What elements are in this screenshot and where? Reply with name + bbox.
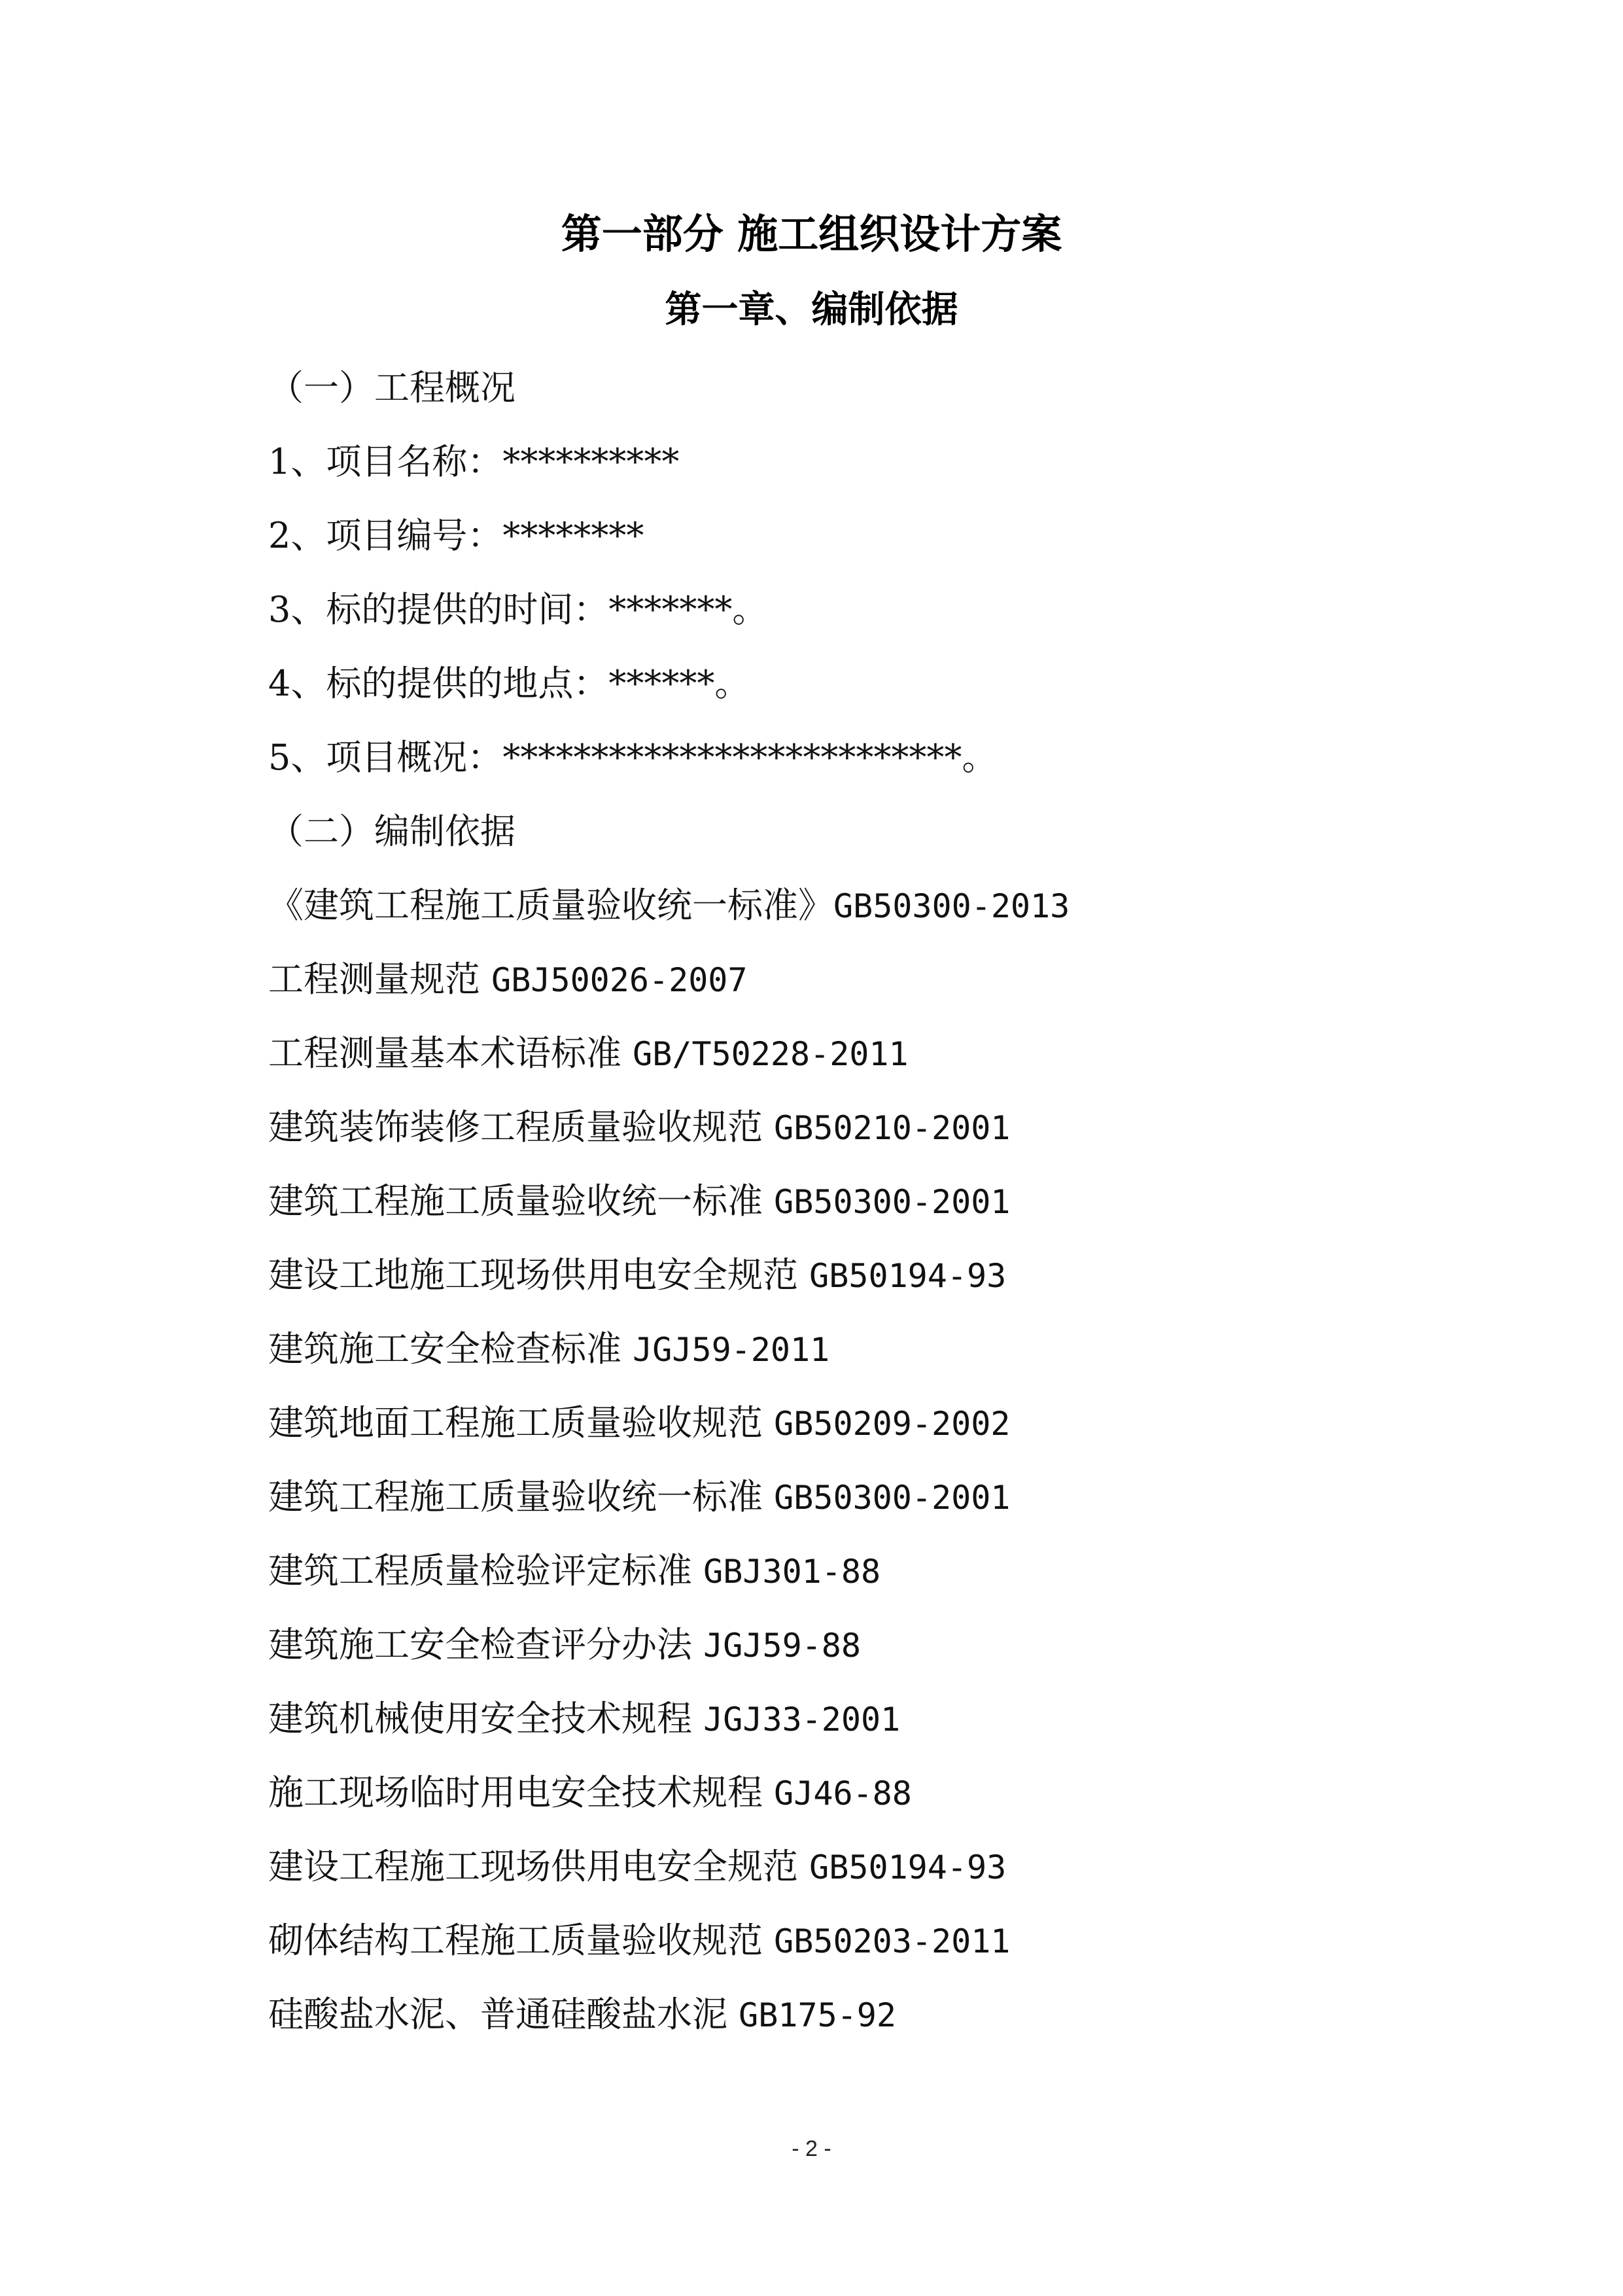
standard-line <box>268 950 1550 1024</box>
line-text: 3、标的提供的时间：*******。 <box>268 589 768 630</box>
standard-code: GB50194-93 <box>809 1257 1007 1295</box>
standard-title: 建筑工程质量检验评定标准 <box>268 1550 704 1591</box>
standard-line <box>268 1468 1550 1542</box>
line-text: 4、标的提供的地点：******。 <box>268 663 750 704</box>
standard-title: 建筑工程施工质量验收统一标准 <box>268 1180 775 1222</box>
standard-code: GB50203-2011 <box>774 1922 1011 1960</box>
standard-line <box>268 1172 1550 1246</box>
standard-title: 建筑工程施工质量验收统一标准 <box>268 1476 775 1517</box>
part-title: 第一部分 施工组织设计方案 <box>561 210 1062 258</box>
standard-title: 砌体结构工程施工质量验收规范 <box>268 1920 775 1961</box>
chapter-title: 第一章、编制依据 <box>665 288 958 331</box>
standard-code: GBJ50026-2007 <box>491 961 748 999</box>
line-text: 1、项目名称：********** <box>268 441 680 482</box>
project-number-line <box>268 506 1550 580</box>
standard-code: GJ46-88 <box>774 1775 912 1812</box>
standard-title: 工程测量规范 <box>268 959 492 1000</box>
standard-title: 建筑地面工程施工质量验收规范 <box>268 1402 775 1443</box>
standard-line <box>268 1837 1550 1911</box>
standard-title: 建筑装饰装修工程质量验收规范 <box>268 1106 775 1148</box>
standard-line <box>268 1985 1550 2059</box>
line-text: （二）编制依据 <box>268 811 515 852</box>
standard-title: 施工现场临时用电安全技术规程 <box>268 1772 775 1813</box>
standard-code: JGJ33-2001 <box>703 1701 901 1739</box>
standard-line <box>268 1246 1550 1320</box>
standard-title: 工程测量基本术语标准 <box>268 1033 633 1074</box>
standard-title: 建设工程施工现场供用电安全规范 <box>268 1846 810 1887</box>
standard-code: JGJ59-88 <box>703 1627 861 1665</box>
standard-line <box>268 1542 1550 1616</box>
standard-line <box>268 1024 1550 1098</box>
line-text: 2、项目编号：******** <box>268 515 644 556</box>
standard-title: 硅酸盐水泥、普通硅酸盐水泥 <box>268 1994 739 2035</box>
standard-line <box>268 1616 1550 1689</box>
standard-code: GB/T50228-2011 <box>633 1035 909 1073</box>
body-text <box>268 359 1550 2059</box>
standard-code: GB50194-93 <box>809 1848 1007 1886</box>
standard-title: 《建筑工程施工质量验收统一标准》 <box>268 885 833 926</box>
standard-code: GB50300-2001 <box>774 1479 1011 1517</box>
standard-code: GB50300-2013 <box>833 887 1070 925</box>
project-overview-line <box>268 728 1550 802</box>
standard-line <box>268 1689 1550 1763</box>
section-heading-overview <box>268 359 1550 433</box>
page-number: - 2 - <box>792 2136 831 2161</box>
standard-code: GB50300-2001 <box>774 1183 1011 1221</box>
standard-line <box>268 1394 1550 1468</box>
standard-code: JGJ59-2011 <box>633 1331 830 1369</box>
standard-line <box>268 1098 1550 1172</box>
standard-title: 建筑施工安全检查标准 <box>268 1328 633 1369</box>
standard-title: 建筑施工安全检查评分办法 <box>268 1624 704 1665</box>
standard-code: GBJ301-88 <box>703 1553 881 1591</box>
standard-line <box>268 876 1550 950</box>
standard-title: 建筑机械使用安全技术规程 <box>268 1698 704 1739</box>
standard-line <box>268 1763 1550 1837</box>
line-text: 5、项目概况：**************************。 <box>268 737 998 778</box>
project-name-line <box>268 433 1550 506</box>
standard-title: 建设工地施工现场供用电安全规范 <box>268 1254 810 1296</box>
standard-line <box>268 1911 1550 1985</box>
line-text: （一）工程概况 <box>268 367 515 408</box>
standard-line <box>268 1320 1550 1394</box>
standard-code: GB50210-2001 <box>774 1109 1011 1147</box>
standard-code: GB50209-2002 <box>774 1405 1011 1443</box>
standard-code: GB175-92 <box>739 1996 896 2034</box>
section-heading-basis <box>268 802 1550 876</box>
delivery-time-line <box>268 580 1550 654</box>
delivery-location-line <box>268 654 1550 728</box>
